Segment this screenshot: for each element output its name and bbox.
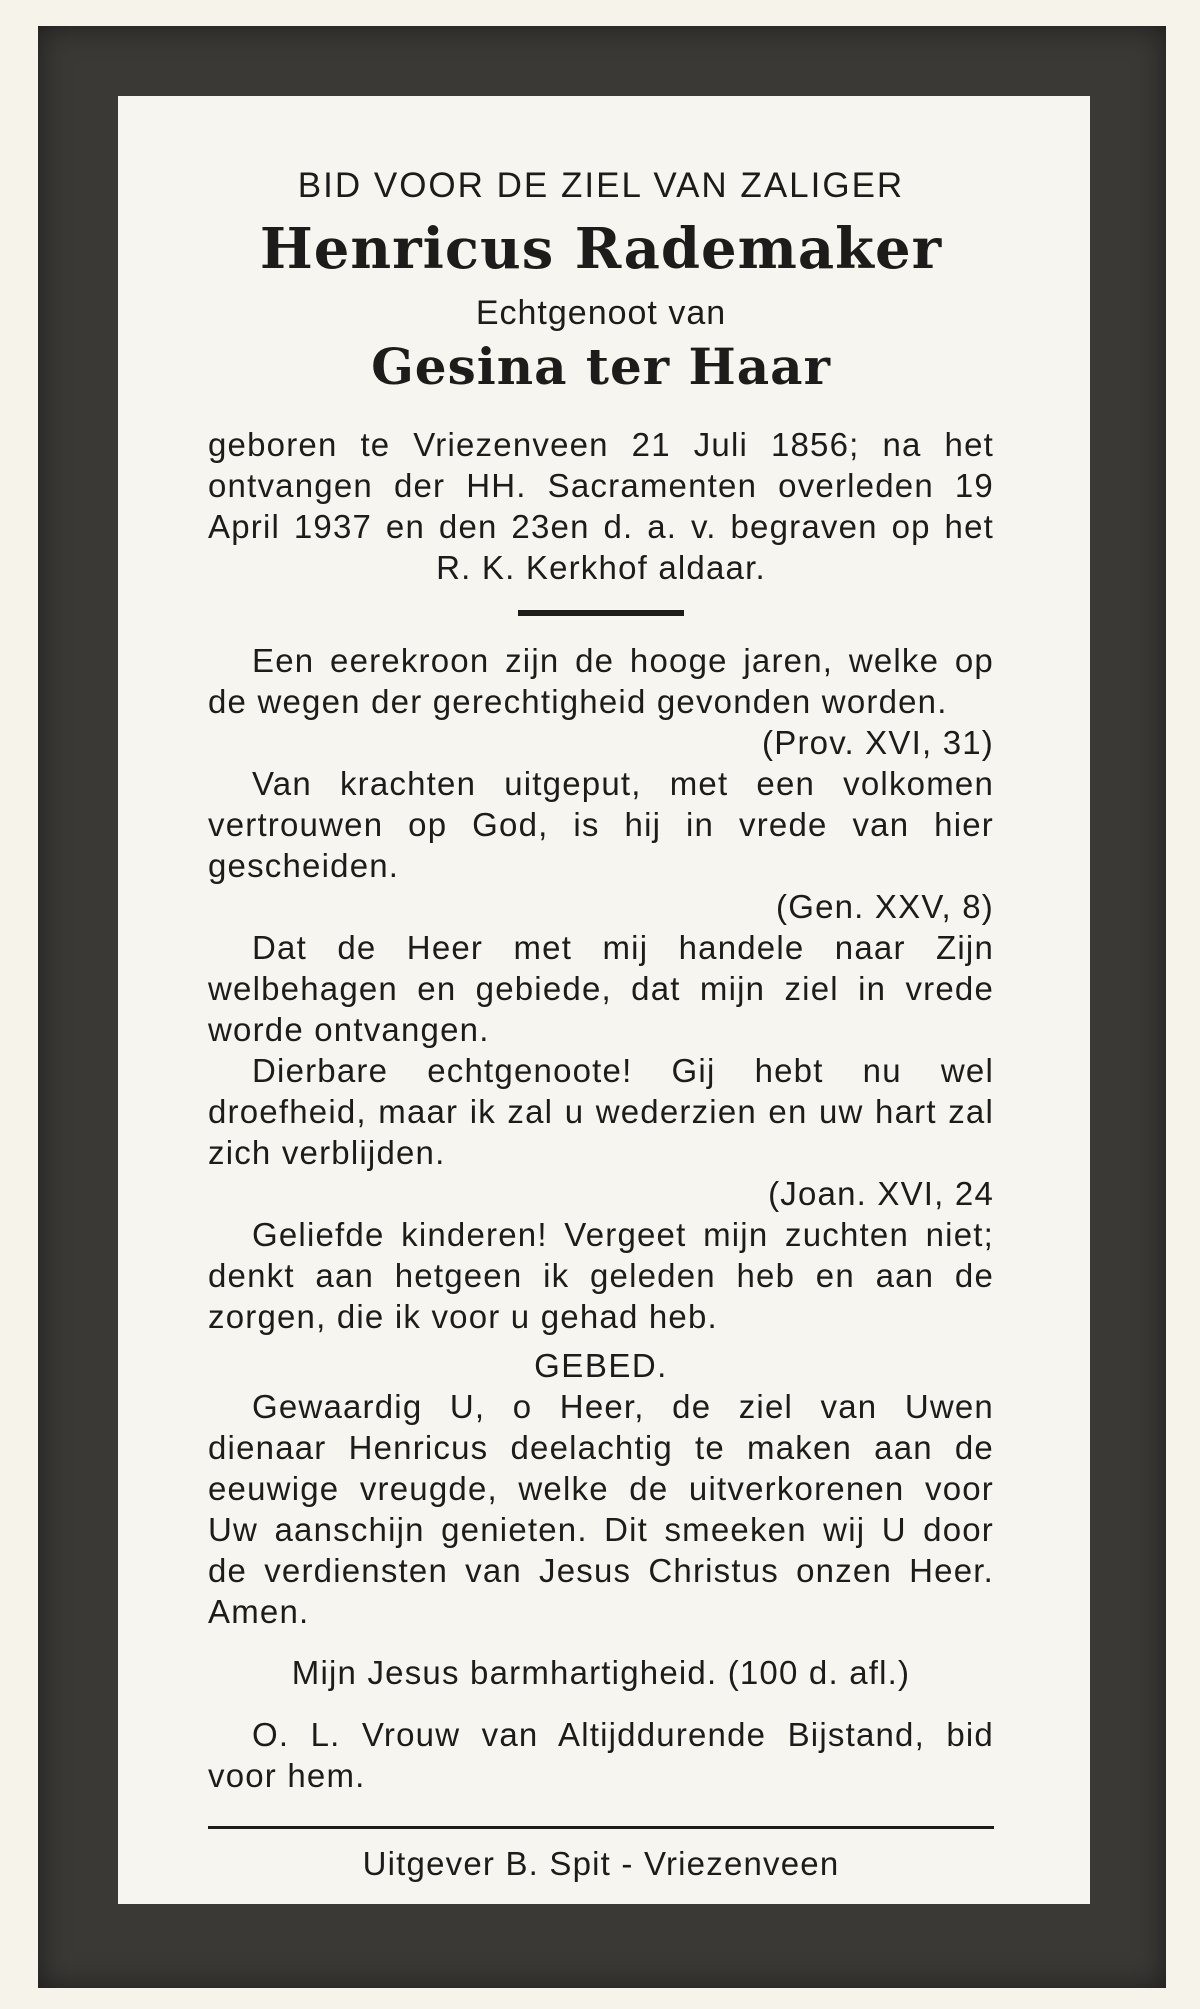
- divider-short: [518, 610, 684, 616]
- invocation-text: O. L. Vrouw van Altijddurende Bijstand, bid voor hem.: [208, 1716, 994, 1794]
- biography-text: geboren te Vriezenveen 21 Juli 1856; na het ontvangen der HH. Sacramenten overleden 19 April 1937 en den 23en d. a. v. begraven op het R. K. Kerkhof aldaar.: [208, 426, 994, 586]
- prayer-heading: BID VOOR DE ZIEL VAN ZALIGER: [297, 166, 905, 205]
- relation-label: Echtgenoot van: [475, 294, 727, 332]
- verse-reference: (Joan. XVI, 24: [768, 1175, 994, 1212]
- verse-2: [208, 763, 994, 927]
- verse-text: Van krachten uitgeput, met een volkomen vertrouwen op God, is hij in vrede van hier gescheiden.: [208, 765, 994, 884]
- indulgence-line: Mijn Jesus barmhartigheid. (100 d. afl.): [291, 1654, 911, 1691]
- verse-5: [208, 1214, 994, 1337]
- publisher-line: Uitgever B. Spit - Vriezenveen: [362, 1845, 840, 1882]
- prayer-text: Gewaardig U, o Heer, de ziel van Uwen dienaar Henricus deelachtig te maken aan de eeuwige vreugde, welke de uitverkorenen voor Uw aanschijn genieten. Dit smeeken wij U door de verdiensten van Jesus Christus onzen Heer. Amen.: [208, 1388, 994, 1630]
- verse-reference: (Prov. XVI, 31): [762, 724, 994, 761]
- prayer-title: GEBED.: [534, 1347, 668, 1384]
- verse-3: [208, 927, 994, 1050]
- verse-text: Een eerekroon zijn de hooge jaren, welke op de wegen der gerechtigheid gevonden worden.: [208, 642, 994, 720]
- deceased-name: Henricus Rademaker: [259, 216, 943, 282]
- verse-text: Geliefde kinderen! Vergeet mijn zuchten niet; denkt aan hetgeen ik geleden heb en aan de zorgen, die ik voor u gehad heb.: [208, 1216, 994, 1335]
- verse-text: Dat de Heer met mij handele naar Zijn welbehagen en gebiede, dat mijn ziel in vrede worde ontvangen.: [208, 929, 994, 1048]
- spouse-name: Gesina ter Haar: [371, 337, 831, 396]
- verse-4: [208, 1050, 994, 1214]
- verse-1: [208, 640, 994, 763]
- verse-reference: (Gen. XXV, 8): [776, 888, 994, 925]
- verse-text: Dierbare echtgenoote! Gij hebt nu wel droefheid, maar ik zal u wederzien en uw hart zal zich verblijden.: [208, 1052, 994, 1171]
- memorial-card: [118, 96, 1090, 1904]
- divider-long: [208, 1826, 994, 1829]
